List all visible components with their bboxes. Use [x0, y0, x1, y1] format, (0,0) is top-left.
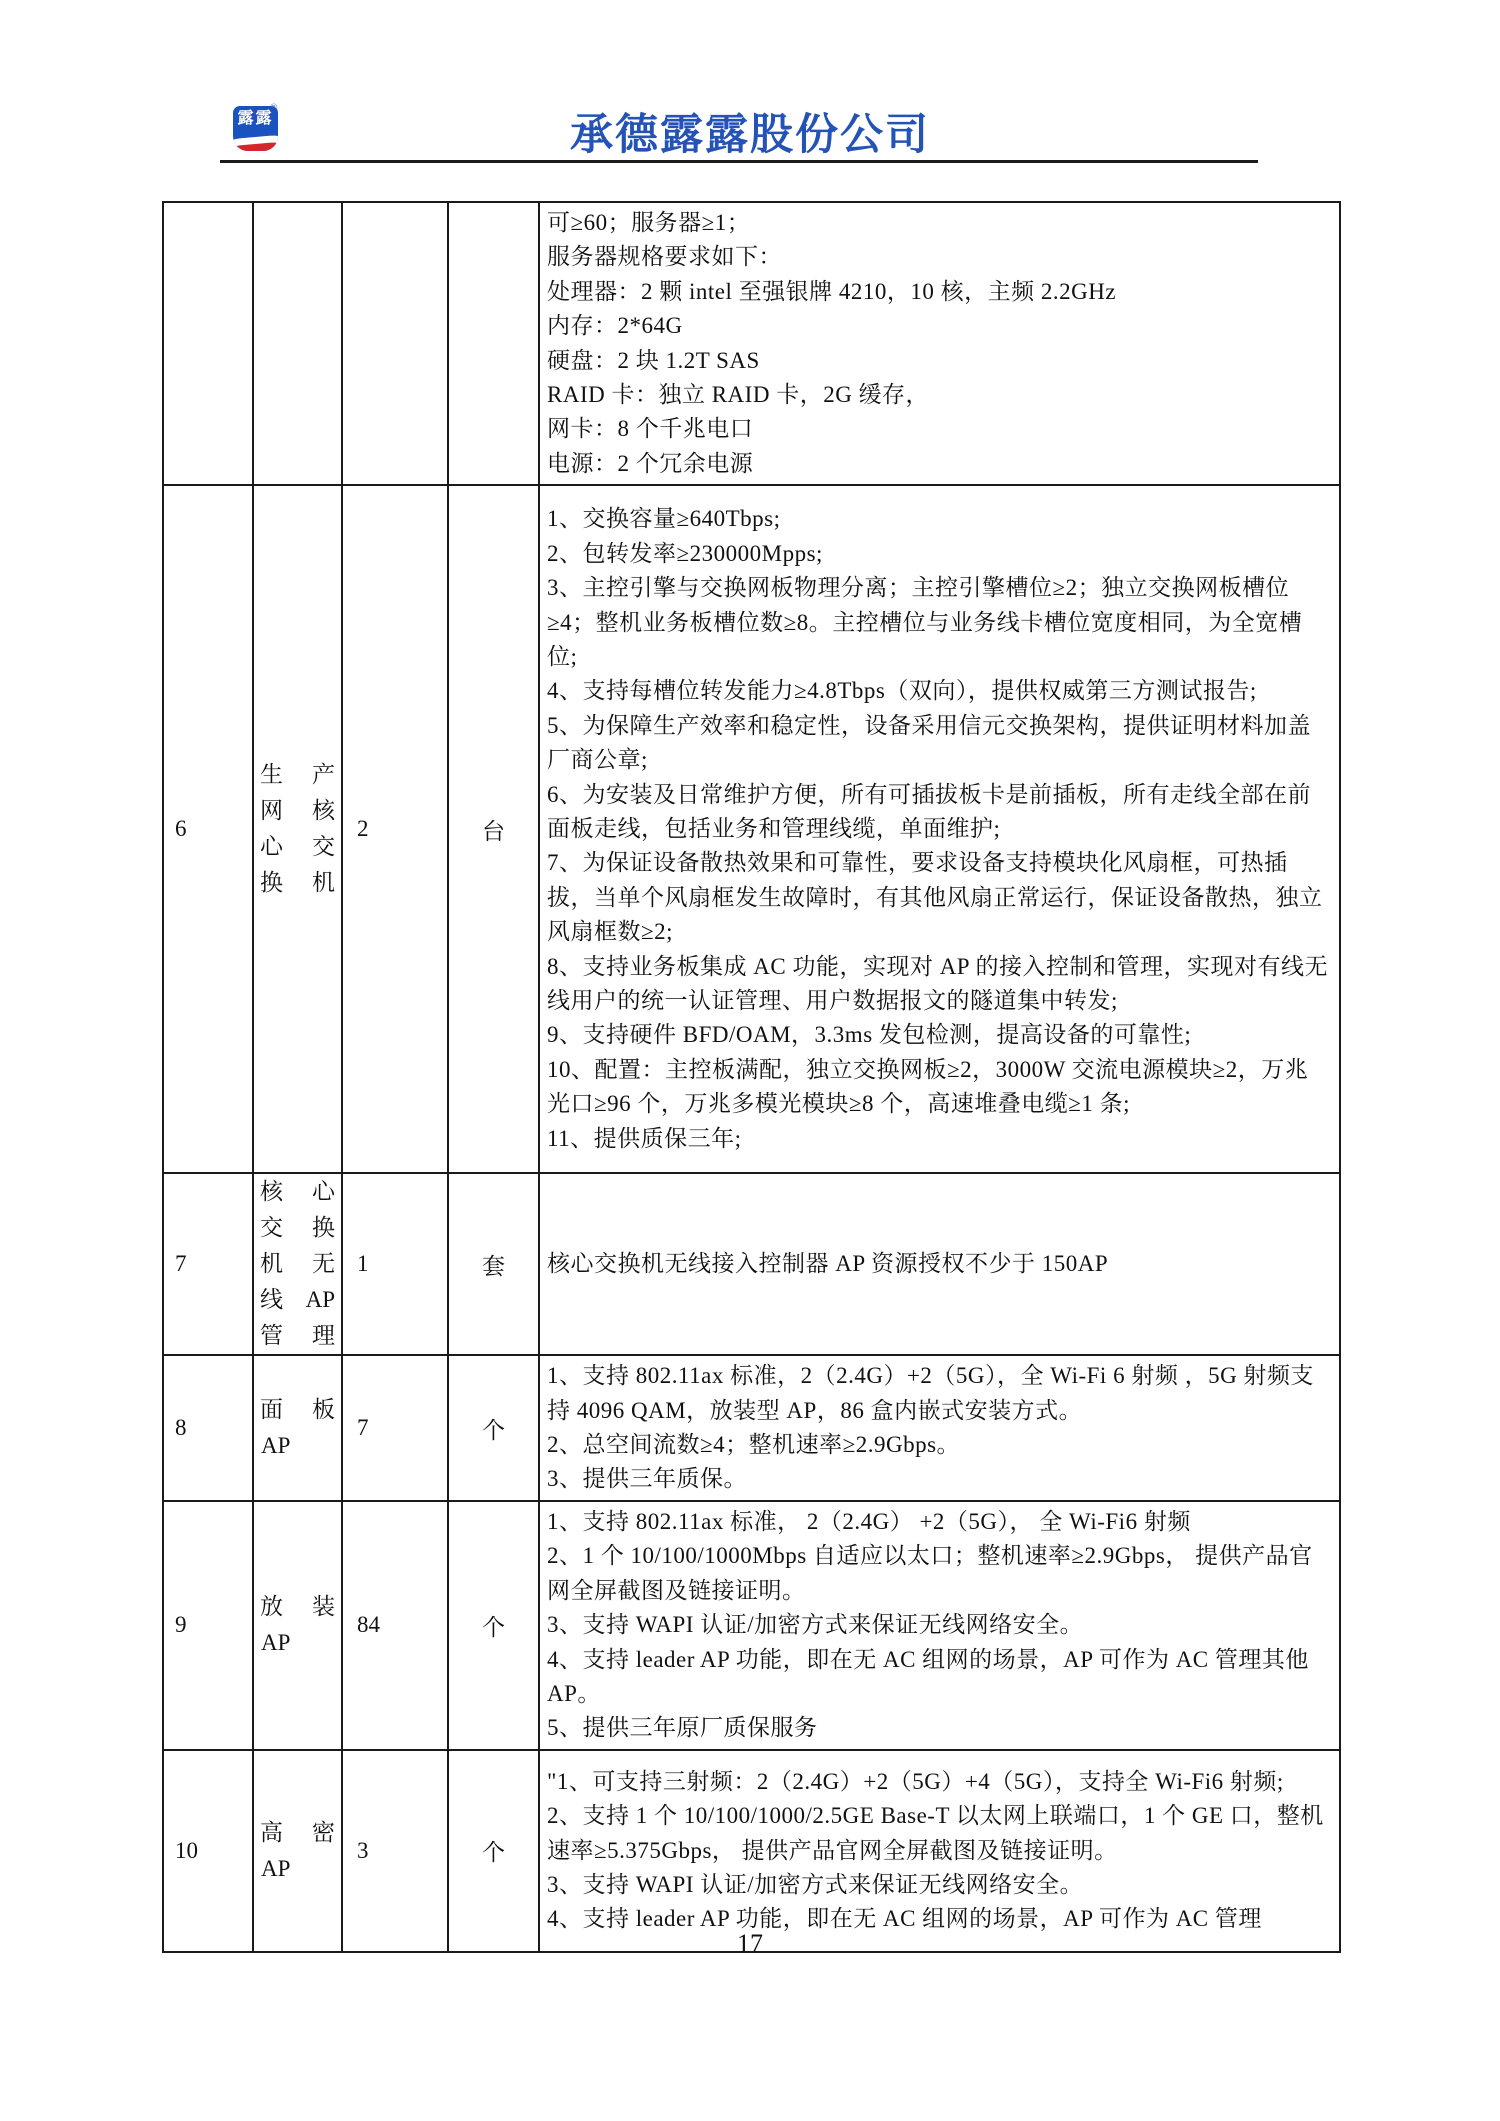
- spec-line: 8、支持业务板集成 AC 功能，实现对 AP 的接入控制和管理，实现对有线无线用户的统一认证管理、用户数据报文的隧道集中转发;: [547, 953, 1328, 1014]
- specification-cell: [539, 1173, 1340, 1355]
- company-title: 承德露露股份公司: [570, 112, 930, 159]
- spec-line: 7、为保证设备散热效果和可靠性，要求设备支持模块化风扇框，可热插拔，当单个风扇框发生故障时，有其他风扇正常运行，保证设备散热，独立风扇框数≥2;: [547, 850, 1323, 945]
- spec-line: 1、支持 802.11ax 标准，2（2.4G）+2（5G），全 Wi-Fi 6 射频 ，5G 射频支持 4096 QAM，放装型 AP，86 盒内嵌式安装方式。: [547, 1363, 1314, 1423]
- spec-line: 核心交换机无线接入控制器 AP 资源授权不少于 150AP: [547, 1251, 1109, 1277]
- quantity-cell: 84: [342, 1501, 448, 1750]
- specification-cell: [539, 485, 1340, 1173]
- item-name: 放 装 AP: [260, 1594, 335, 1656]
- spec-line: 处理器：2 颗 intel 至强银牌 4210，10 核，主频 2.2GHz: [547, 278, 1117, 304]
- item-name-cell: [253, 1173, 342, 1355]
- registered-trademark-mark: ®: [270, 103, 278, 114]
- unit-cell: 台: [448, 485, 539, 1173]
- spec-line: 2、总空间流数≥4；整机速率≥2.9Gbps。: [547, 1432, 961, 1458]
- equipment-spec-table: [162, 201, 1341, 1953]
- specification-cell: [539, 202, 1340, 485]
- quantity-cell: [342, 202, 448, 485]
- unit-cell: 套: [448, 1173, 539, 1355]
- spec-line: 4、支持每槽位转发能力≥4.8Tbps（双向），提供权威第三方测试报告;: [547, 678, 1257, 704]
- item-name: 核 心 交 换 机 无 线 AP 管 理: [260, 1179, 335, 1349]
- spec-line: 10、配置：主控板满配，独立交换网板≥2，3000W 交流电源模块≥2，万兆光口≥96 个，万兆多模光模块≥8 个，高速堆叠电缆≥1 条;: [547, 1056, 1309, 1117]
- item-number-cell: 7: [163, 1173, 253, 1355]
- unit-cell: 个: [448, 1501, 539, 1750]
- quantity-cell: 2: [342, 485, 448, 1173]
- specification-cell: [539, 1750, 1340, 1952]
- table-row: [163, 1173, 1340, 1355]
- item-name-cell: [253, 1355, 342, 1501]
- spec-line: 1、交换容量≥640Tbps;: [547, 506, 781, 532]
- table-row: [163, 202, 1340, 485]
- item-number-cell: 6: [163, 485, 253, 1173]
- spec-line: 11、提供质保三年;: [547, 1125, 742, 1151]
- spec-line: 2、1 个 10/100/1000Mbps 自适应以太口；整机速率≥2.9Gbps， 提供产品官网全屏截图及链接证明。: [547, 1543, 1313, 1603]
- spec-line: 9、支持硬件 BFD/OAM，3.3ms 发包检测，提高设备的可靠性;: [547, 1022, 1192, 1048]
- spec-line: 2、支持 1 个 10/100/1000/2.5GE Base-T 以太网上联端口，1 个 GE 口，整机速率≥5.375Gbps， 提供产品官网全屏截图及链接证明。: [547, 1803, 1324, 1863]
- logo-characters: 露露: [237, 110, 274, 127]
- spec-line: 1、支持 802.11ax 标准， 2（2.4G） +2（5G）， 全 Wi-Fi6 射频: [547, 1508, 1191, 1534]
- item-name: 面 板 AP: [260, 1397, 335, 1459]
- item-number-cell: 9: [163, 1501, 253, 1750]
- spec-line: RAID 卡：独立 RAID 卡，2G 缓存，: [547, 382, 930, 408]
- unit-cell: [448, 202, 539, 485]
- spec-line: "1、可支持三射频：2（2.4G）+2（5G）+4（5G），支持全 Wi-Fi6 射频;: [547, 1768, 1284, 1794]
- table-row: [163, 1501, 1340, 1750]
- item-number-cell: 10: [163, 1750, 253, 1952]
- item-number-cell: [163, 202, 253, 485]
- spec-line: 5、为保障生产效率和稳定性，设备采用信元交换架构，提供证明材料加盖厂商公章;: [547, 712, 1311, 773]
- spec-line: 可≥60；服务器≥1；: [547, 210, 751, 235]
- spec-line: 3、主控引擎与交换网板物理分离；主控引擎槽位≥2；独立交换网板槽位≥4；整机业务板槽位数≥8。主控槽位与业务线卡槽位宽度相同，为全宽槽位;: [547, 575, 1303, 670]
- quantity-cell: 1: [342, 1173, 448, 1355]
- table-row: [163, 1355, 1340, 1501]
- spec-line: 内存：2*64G: [547, 313, 683, 339]
- spec-line: 2、包转发率≥230000Mpps;: [547, 540, 823, 566]
- spec-line: 硬盘：2 块 1.2T SAS: [547, 347, 760, 373]
- page-number: 17: [737, 1929, 763, 1958]
- spec-line: 4、支持 leader AP 功能，即在无 AC 组网的场景，AP 可作为 AC 管理: [547, 1906, 1262, 1932]
- table-row: [163, 1750, 1340, 1952]
- spec-line: 3、提供三年质保。: [547, 1466, 747, 1492]
- item-name-cell: [253, 1750, 342, 1952]
- quantity-cell: 3: [342, 1750, 448, 1952]
- spec-line: 3、支持 WAPI 认证/加密方式来保证无线网络安全。: [547, 1612, 1084, 1638]
- item-name-cell: [253, 202, 342, 485]
- item-name: 高 密 AP: [260, 1819, 335, 1881]
- quantity-cell: 7: [342, 1355, 448, 1501]
- header-rule: [220, 160, 1258, 163]
- table-row: [163, 485, 1340, 1173]
- spec-line: 5、提供三年原厂质保服务: [547, 1715, 818, 1741]
- unit-cell: 个: [448, 1355, 539, 1501]
- unit-cell: 个: [448, 1750, 539, 1952]
- item-number-cell: 8: [163, 1355, 253, 1501]
- specification-cell: [539, 1501, 1340, 1750]
- spec-line: 网卡：8 个千兆电口: [547, 416, 754, 442]
- spec-line: 电源：2 个冗余电源: [547, 450, 754, 476]
- spec-line: 3、支持 WAPI 认证/加密方式来保证无线网络安全。: [547, 1871, 1084, 1897]
- item-name: 生 产 网 核 心 交 换 机: [260, 762, 335, 896]
- specification-cell: [539, 1355, 1340, 1501]
- spec-line: 服务器规格要求如下：: [547, 244, 782, 270]
- item-name-cell: [253, 1501, 342, 1750]
- spec-line: 6、为安装及日常维护方便，所有可插拔板卡是前插板，所有走线全部在前面板走线，包括业务和管理线缆，单面维护;: [547, 781, 1311, 842]
- spec-line: 4、支持 leader AP 功能，即在无 AC 组网的场景，AP 可作为 AC 管理其他 AP。: [547, 1646, 1309, 1706]
- item-name-cell: [253, 485, 342, 1173]
